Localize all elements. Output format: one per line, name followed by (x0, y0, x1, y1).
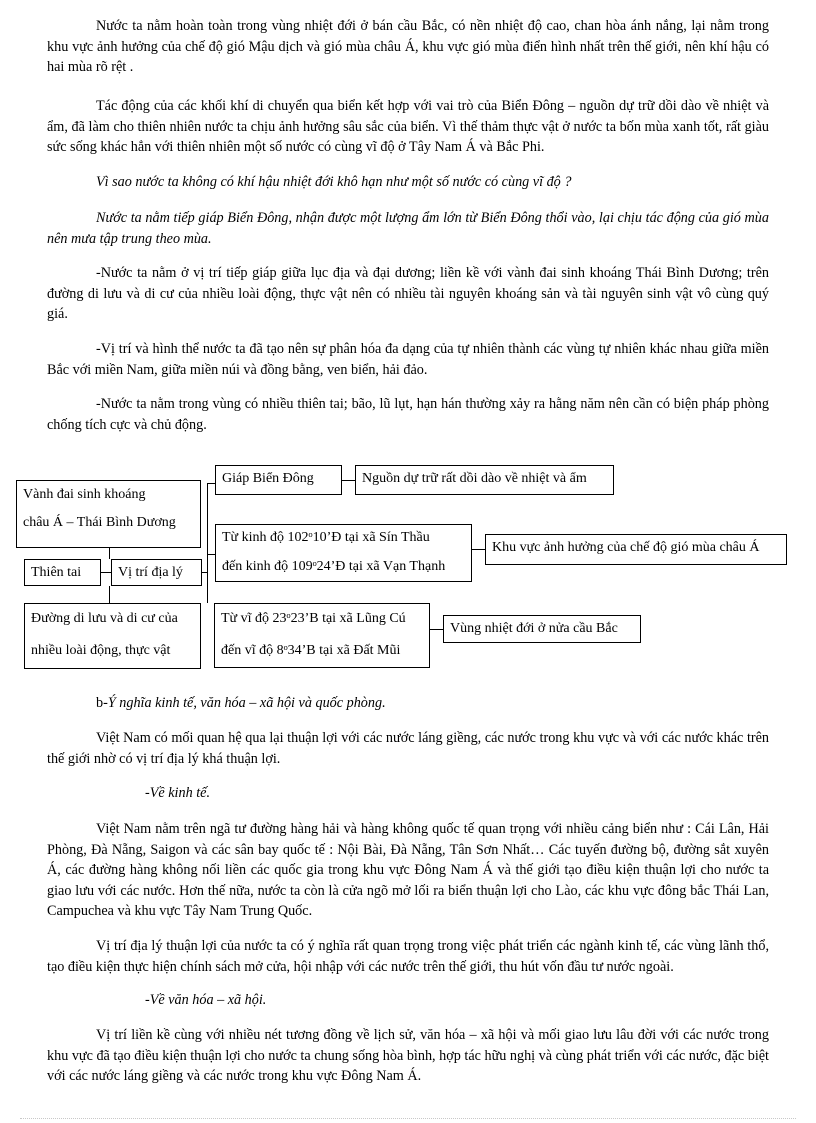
connector-to-vi-do (207, 585, 208, 603)
connector-thien-tai (101, 572, 111, 573)
box-vi-tri-dia-ly: Vị trí địa lý (111, 559, 202, 586)
box-duong-di-luu: Đường di lưu và di cư của nhiều loài động, thực vật (24, 603, 201, 669)
heading-culture: -Về văn hóa – xã hội. (145, 992, 267, 1008)
connector-to-nguon-du-tru (342, 480, 355, 481)
box-nguon-du-tru: Nguồn dự trữ rất dồi dào về nhiệt và ẩm (355, 465, 614, 495)
bullet-resources: -Nước ta nằm ở vị trí tiếp giáp giữa lục địa và đại dương; liền kề với vành đai sinh khoáng Thái Bình Dương; trên đường di lưu và di cư của nhiều loài động, thực vật nên có nhiều tài nguyên khoáng sản và tài nguyên sinh vật vô cùng quý giá. (47, 265, 769, 322)
paragraph-economy-meaning: Vị trí địa lý thuận lợi của nước ta có ý nghĩa rất quan trọng trong việc phát triển các ngành kinh tế, các vùng lãnh thổ, tạo điều kiện thực hiện chính sách mở cửa, hội nhập với các nước trên thế giới, thu hút vốn đầu tư nước ngoài. (47, 938, 769, 975)
paragraph-sea-influence: Tác động của các khối khí di chuyển qua biển kết hợp với vai trò của Biển Đông – nguồn dự trữ dồi dào về nhiệt và ẩm, đã làm cho thiên nhiên nước ta chịu ảnh hưởng sâu sắc của biển. Vì thế thảm thực vật ở nước ta bốn mùa xanh tốt, rất giàu sức sống khác hẳn với thiên nhiên một số nước có cùng vĩ độ ở Tây Nam Á và Bắc Phi. (47, 98, 769, 155)
heading-b: b-Ý nghĩa kinh tế, văn hóa – xã hội và quốc phòng. (96, 695, 386, 711)
box-khu-vuc-gio-mua: Khu vực ảnh hưởng của chế độ gió mùa châu Á (485, 534, 787, 565)
connector-to-khu-vuc (472, 549, 485, 550)
box-thien-tai: Thiên tai (24, 559, 101, 586)
page-bottom-border (20, 1118, 796, 1119)
question-dry-climate: Vì sao nước ta không có khí hậu nhiệt đới khô hạn như một số nước có cùng vĩ độ ? (96, 174, 572, 190)
connector-to-kinh-do (207, 554, 215, 555)
box-vanh-dai-line2: châu Á – Thái Bình Dương (23, 515, 176, 530)
box-kinh-do: Từ kinh độ 102ᵒ10’Đ tại xã Sín Thầu đến kinh độ 109ᵒ24’Đ tại xã Vạn Thạnh (215, 524, 472, 582)
box-vanh-dai-line1: Vành đai sinh khoáng (23, 487, 146, 502)
paragraph-climate: Nước ta nằm hoàn toàn trong vùng nhiệt đới ở bán cầu Bắc, có nền nhiệt độ cao, chan hòa ánh nắng, lại nằm trong khu vực ảnh hưởng của chế độ gió Mậu dịch và gió mùa châu Á, khu vực gió mùa điển hình nhất trên thế giới, nên khí hậu có hai mùa rõ rệt . (47, 18, 769, 75)
paragraph-culture: Vị trí liền kề cùng với nhiều nét tương đồng về lịch sử, văn hóa – xã hội và mối giao lưu lâu đời với các nước trong khu vực đã tạo điều kiện thuận lợi cho nước ta chung sống hòa bình, hợp tác hữu nghị và cùng phát triển với các nước, đặc biệt với các nước láng giềng và các nước trong khu vực Đông Nam Á. (47, 1027, 769, 1084)
connector-duong-di-luu (109, 586, 110, 603)
answer-dry-climate: Nước ta nằm tiếp giáp Biển Đông, nhận được một lượng ẩm lớn từ Biển Đông thổi vào, lại chịu tác động của gió mùa nên mưa tập trung theo mùa. (47, 210, 769, 247)
box-giap-bien-dong: Giáp Biển Đông (215, 465, 342, 495)
paragraph-transport: Việt Nam nằm trên ngã tư đường hàng hải và hàng không quốc tế quan trọng với nhiều cảng biển như : Cái Lân, Hải Phòng, Đà Nẵng, Saigon và các sân bay quốc tế : Nội Bài, Đà Nẵng, Tân Sơn Nhất… Các tuyến đường bộ, đường sắt xuyên Á, các đường hàng không nối liền các quốc gia trong khu vực Đông Nam Á và thế giới tạo điều kiện thuận lợi cho nước ta giao lưu với các nước. Hơn thế nữa, nước ta còn là cửa ngõ mở lối ra biển thuận lợi cho Lào, các khu vực đông bắc Thái Lan, Campuchea và khu vực Tây Nam Trung Quốc. (47, 821, 769, 919)
connector-vanh-dai (109, 548, 110, 559)
box-vanh-dai (16, 480, 201, 548)
connector-to-nhiet-doi (430, 629, 443, 630)
paragraph-relations: Việt Nam có mối quan hệ qua lại thuận lợi với các nước láng giềng, các nước trong khu vực và với các nước khác trên thế giới nhờ có vị trí địa lý khá thuận lợi. (47, 730, 769, 767)
connector-to-giap-bien (207, 483, 215, 484)
box-vung-nhiet-doi: Vùng nhiệt đới ở nửa cầu Bắc (443, 615, 641, 643)
bullet-natural-zones: -Vị trí và hình thể nước ta đã tạo nên sự phân hóa đa dạng của tự nhiên thành các vùng tự nhiên khác nhau giữa miền Bắc với miền Nam, giữa miền núi và đồng bằng, ven biển, hải đảo. (47, 341, 769, 378)
bullet-disasters: -Nước ta nằm trong vùng có nhiều thiên tai; bão, lũ lụt, hạn hán thường xảy ra hằng năm nên cần có biện pháp phòng chống tích cực và chủ động. (47, 396, 769, 433)
box-vi-do: Từ vĩ độ 23ᵒ23’B tại xã Lũng Cú đến vĩ độ 8ᵒ34’B tại xã Đất Mũi (214, 603, 430, 668)
heading-economy: -Về kinh tế. (145, 785, 210, 801)
